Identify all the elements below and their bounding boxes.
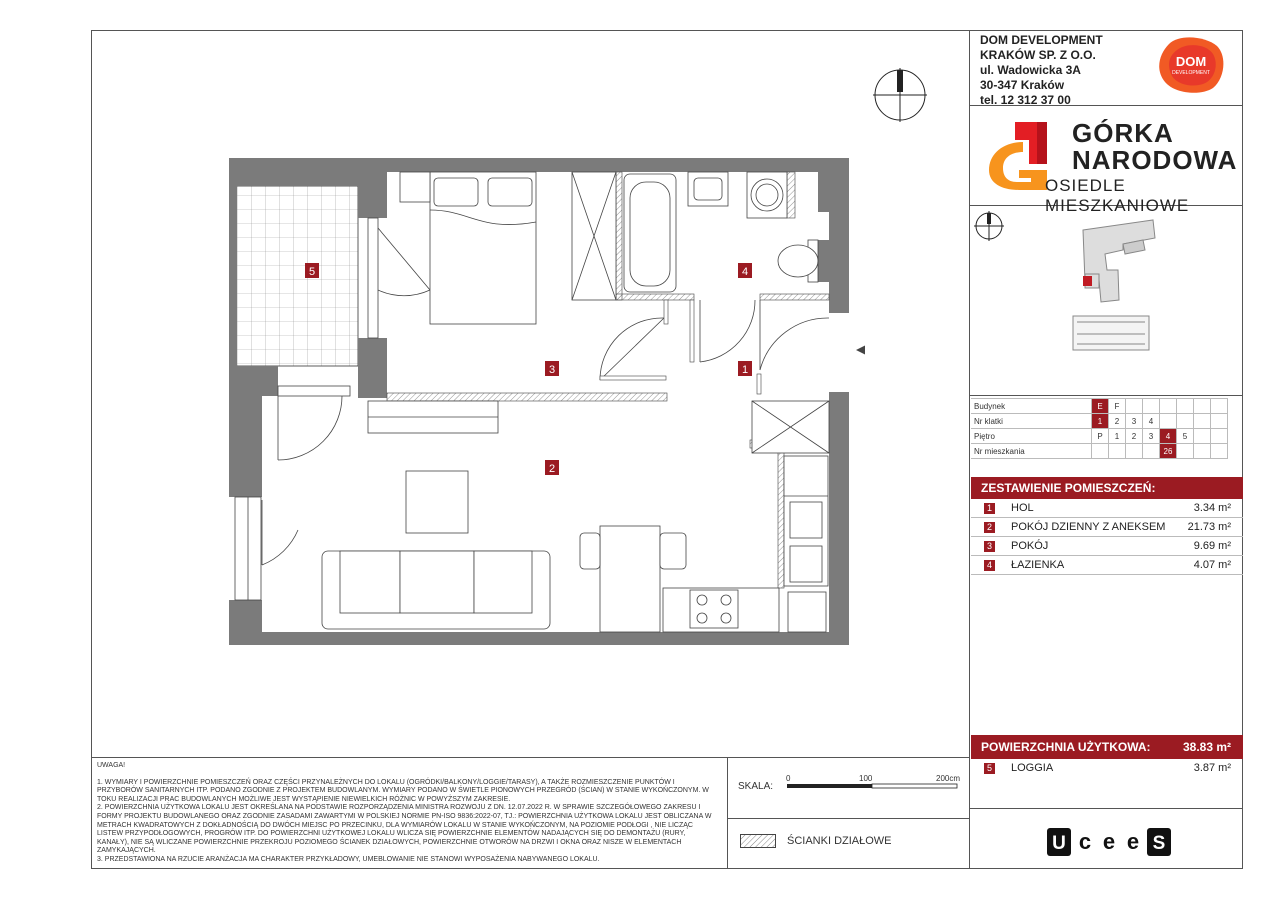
svg-text:c: c: [1078, 829, 1092, 854]
notes-p2: 2. POWIERZCHNIA UŻYTKOWA LOKALU JEST OKREŚLANA NA PODSTAWIE ROZPORZĄDZENIA MINISTRA ROZWOJU Z DN. 12.07.2022 R. W SPRAWIE SZCZEGÓŁOWEGO ZAKRESU I FORMY PROJEKTU BUDOWLANEGO ORAZ ZGODNIE ZASADAMI ZAWARTYMI W POLSKIEJ NORMIE PN-ISO 9836:2022-07, TJ.: POWIERZCHNIA UŻYTKOWA LOKALU JEST OBLICZANA W METRACH KWADRATOWYCH Z DOKŁADNOŚCIĄ DO DWÓCH MIEJSC PO PRZECINKU, DLA WYMIARÓW LOKALU W STANIE WYKOŃCZONYM, NA POZIOMIE PODŁOGI , NIE LICZĄC LISTEW PRZYPODŁOGOWYCH, PROGRÓW ITP. DO POWIERZCHNI UŻYTKOWEJ LOKALU WLICZA SIĘ POWIERZCHNIE ELEMENTÓW NADAJĄCYCH SIĘ DO DEMONTAŻU (RURY, KANAŁY), NIE SĄ WLICZANE POWIERZCHNIE PRZEKROJU POZIOMEGO ŚCIANEK DZIAŁOWYCH, POWIERZCHNIE OTWORÓW NA DRZWI I OKNA ORAZ NISZE W ELEMENTACH ZAMYKAJĄCYCH.: [97, 804, 712, 855]
company-name-2: KRAKÓW SP. Z O.O.: [980, 48, 1096, 62]
company-street: ul. Wadowicka 3A: [980, 63, 1081, 77]
room-row: 1 HOL 3.34 m²: [971, 499, 1243, 518]
entrance-arrow-icon: [856, 342, 865, 358]
scale-legend-divider: [727, 818, 970, 819]
svg-text:100: 100: [859, 774, 873, 783]
svg-text:200cm: 200cm: [936, 774, 961, 783]
notes-divider: [91, 757, 970, 758]
svg-text:e: e: [1126, 829, 1140, 854]
north-arrow-icon: [974, 211, 1004, 241]
project-subtitle: OSIEDLE MIESZKANIOWE: [1045, 176, 1190, 215]
panel-divider: [969, 30, 970, 869]
svg-text:e: e: [1102, 829, 1116, 854]
notes-title: UWAGA!: [97, 762, 126, 769]
info-label: Nr klatki: [971, 414, 1092, 429]
north-arrow-icon: [871, 66, 929, 124]
company-city: 30-347 Kraków: [980, 78, 1065, 92]
svg-text:2: 2: [548, 463, 556, 475]
svg-text:S: S: [1152, 833, 1166, 854]
dom-logo-sub: DEVELOPMENT: [1172, 70, 1210, 76]
info-label: Budynek: [971, 399, 1092, 414]
project-title-1: GÓRKA: [1072, 118, 1174, 148]
room-row: 2 POKÓJ DZIENNY Z ANEKSEM 21.73 m²: [971, 518, 1243, 537]
total-value: 38.83 m²: [1182, 740, 1231, 754]
scale-bar: [785, 773, 967, 803]
svg-text:5: 5: [308, 266, 316, 278]
loggia-row: 5 LOGGIA 3.87 m²: [971, 759, 1243, 778]
info-label: Nr mieszkania: [971, 444, 1092, 459]
notes-scale-divider: [727, 757, 728, 869]
room-row: 3 POKÓJ 9.69 m²: [971, 537, 1243, 556]
brand-divider: [969, 808, 1243, 809]
key-plan: [973, 210, 1241, 390]
info-table: [971, 398, 1228, 459]
total-label: POWIERZCHNIA UŻYTKOWA:: [981, 740, 1151, 754]
notes-p1: 1. WYMIARY I POWIERZCHNIE POMIESZCZEŃ ORAZ CZĘŚCI PRZYNALEŻNYCH DO LOKALU (OGRÓDKI/BALKONY/LOGGIE/TARASY), A TAKŻE ROZMIESZCZENIE PUNKTÓW I PRZYBORÓW SANITARNYCH ITP. PODANO ZGODNIE Z PROJEKTEM BUDOWLANYM. WYMIARY PODANO W ŚWIETLE PIONOWYCH PRZEGRÓD (ŚCIAN) W STANIE WYKOŃCZONYM. W TOKU REALIZACJI PRAC BUDOWLANYCH MOŻLIWE JEST WYSTĄPIENIE NIEWIELKICH RÓŻNIC W POWYŻSZYM ZAKRESIE.: [97, 778, 709, 803]
ucees-logo: [1047, 828, 1171, 856]
bathroom-fixtures: [572, 172, 818, 300]
dom-logo-text: DOM: [1175, 54, 1207, 69]
partition-wall-legend-swatch: [740, 834, 776, 848]
info-row-floor: Piętro P 1 2 3 4 5: [971, 429, 1228, 444]
svg-text:U: U: [1052, 833, 1066, 854]
notes: [97, 762, 712, 865]
info-row-staircase: Nr klatki 1 2 3 4: [971, 414, 1228, 429]
rooms-heading: ZESTAWIENIE POMIESZCZEŃ:: [971, 477, 1243, 499]
svg-text:1: 1: [741, 364, 749, 376]
info-row-apartment: Nr mieszkania 26: [971, 444, 1228, 459]
company-info: [980, 33, 1103, 108]
keyplan-divider: [969, 395, 1243, 396]
loggia-floor: [234, 186, 358, 366]
company-phone: tel. 12 312 37 00: [980, 93, 1071, 107]
legend-label: ŚCIANKI DZIAŁOWE: [787, 835, 892, 847]
usable-area-total: [971, 735, 1243, 759]
scale-label: SKALA:: [738, 781, 774, 792]
notes-p3: 3. PRZEDSTAWIONA NA RZUCIE ARANŻACJA MA CHARAKTER PRZYKŁADOWY, UMEBLOWANIE NIE STANOWI WYPOSAŻENIA NABYWANEGO LOKALU.: [97, 855, 600, 863]
info-label: Piętro: [971, 429, 1092, 444]
bed: [400, 172, 536, 324]
room-row: 4 ŁAZIENKA 4.07 m²: [971, 556, 1243, 575]
svg-text:3: 3: [548, 364, 556, 376]
svg-text:0: 0: [786, 774, 791, 783]
company-name: DOM DEVELOPMENT: [980, 33, 1103, 47]
living-furniture: [322, 401, 829, 632]
project-title-2: NARODOWA: [1072, 145, 1238, 175]
svg-text:4: 4: [741, 266, 749, 278]
dom-development-logo: [1157, 36, 1225, 94]
floor-plan: [225, 155, 865, 650]
info-row-building: Budynek E F: [971, 399, 1228, 414]
